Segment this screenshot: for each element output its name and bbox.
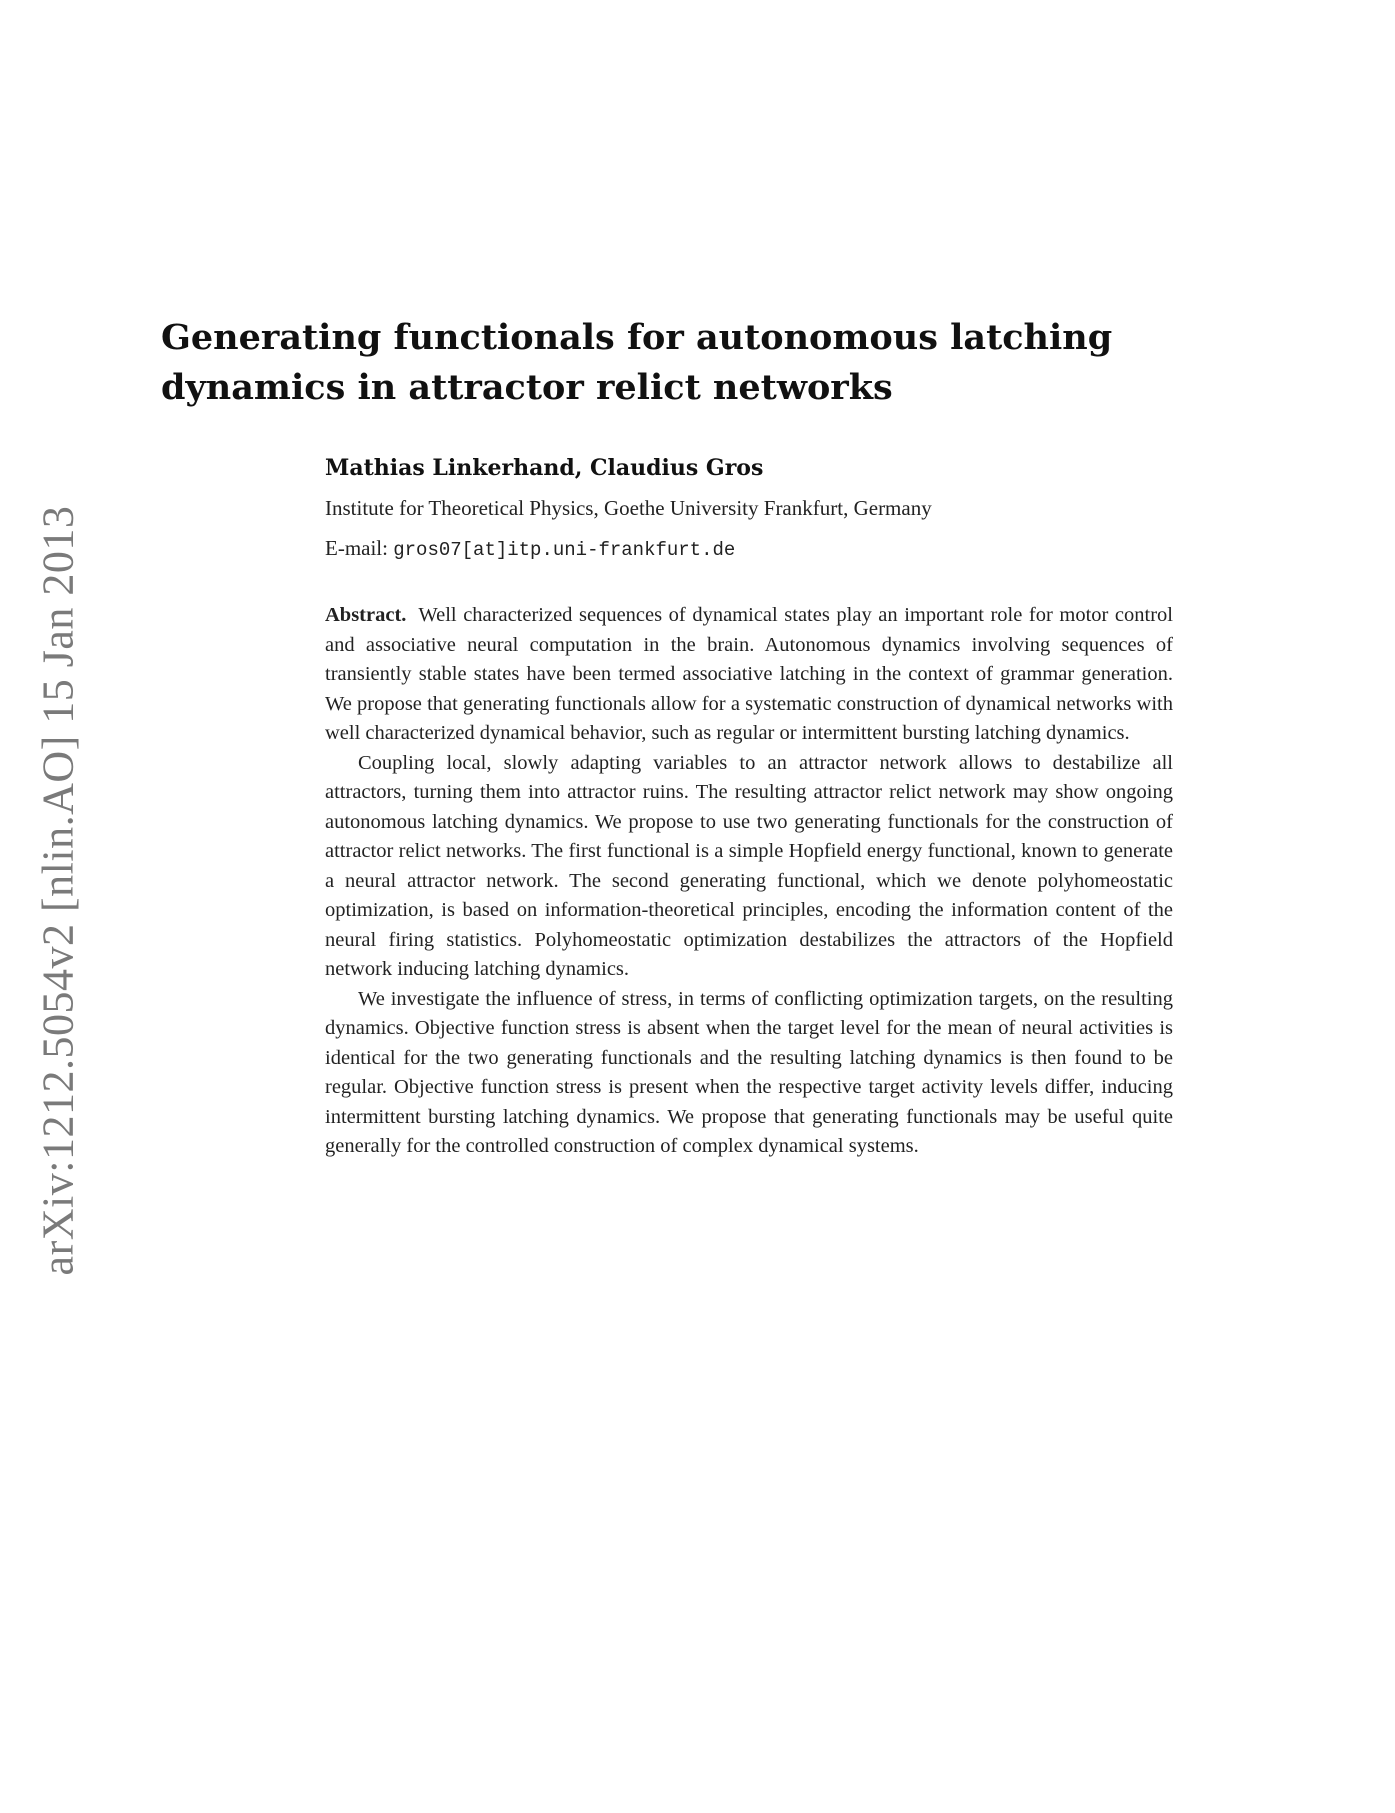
author-affiliation: Institute for Theoretical Physics, Goethe University Frankfurt, Germany bbox=[325, 496, 932, 520]
contact-email bbox=[325, 536, 735, 561]
email-address: gros07[at]itp.uni-frankfurt.de bbox=[393, 539, 736, 561]
author-list: Mathias Linkerhand, Claudius Gros bbox=[325, 455, 764, 481]
abstract-paragraph: We investigate the influence of stress, in terms of conflicting optimization targets, on the resulting dynamics. Objective function stress is absent when the target level for the mean of neural activities is identical for the two generating functionals and the resulting latching dynamics is then found to be regular. Objective function stress is present when the respective target activity levels differ, inducing intermittent bursting latching dynamics. We propose that generating functionals may be useful quite generally for the controlled construction of complex dynamical systems. bbox=[325, 987, 1173, 1157]
arxiv-identifier-stamp bbox=[33, 480, 83, 1300]
abstract-paragraph bbox=[325, 601, 1173, 749]
abstract-paragraph-text: Well characterized sequences of dynamical states play an important role for motor control and associative neural computation in the brain. Autonomous dynamics involving sequences of transiently stable states have been termed associative latching in the context of grammar generation. We propose that generating functionals allow for a systematic construction of dynamical networks with well characterized dynamical behavior, such as regular or intermittent bursting latching dynamics. bbox=[325, 604, 1173, 744]
abstract-paragraph: Coupling local, slowly adapting variables to an attractor network allows to destabilize all attractors, turning them into attractor ruins. The resulting attractor relict network may show ongoing autonomous latching dynamics. We propose to use two generating functionals for the construction of attractor relict networks. The first functional is a simple Hopfield energy functional, known to generate a neural attractor network. The second generating functional, which we denote polyhomeostatic optimization, is based on information-theoretical principles, encoding the information content of the neural firing statistics. Polyhomeostatic optimization destabilizes the attractors of the Hopfield network inducing latching dynamics. bbox=[325, 751, 1173, 980]
paper-title: Generating functionals for autonomous latching dynamics in attractor relict networks bbox=[161, 317, 1113, 408]
email-label: E-mail: bbox=[325, 536, 388, 560]
abstract-label: Abstract. bbox=[325, 604, 407, 626]
arxiv-identifier-text: arXiv:1212.5054v2 [nlin.AO] 15 Jan 2013 bbox=[33, 505, 83, 1275]
abstract-section bbox=[325, 601, 1173, 1162]
